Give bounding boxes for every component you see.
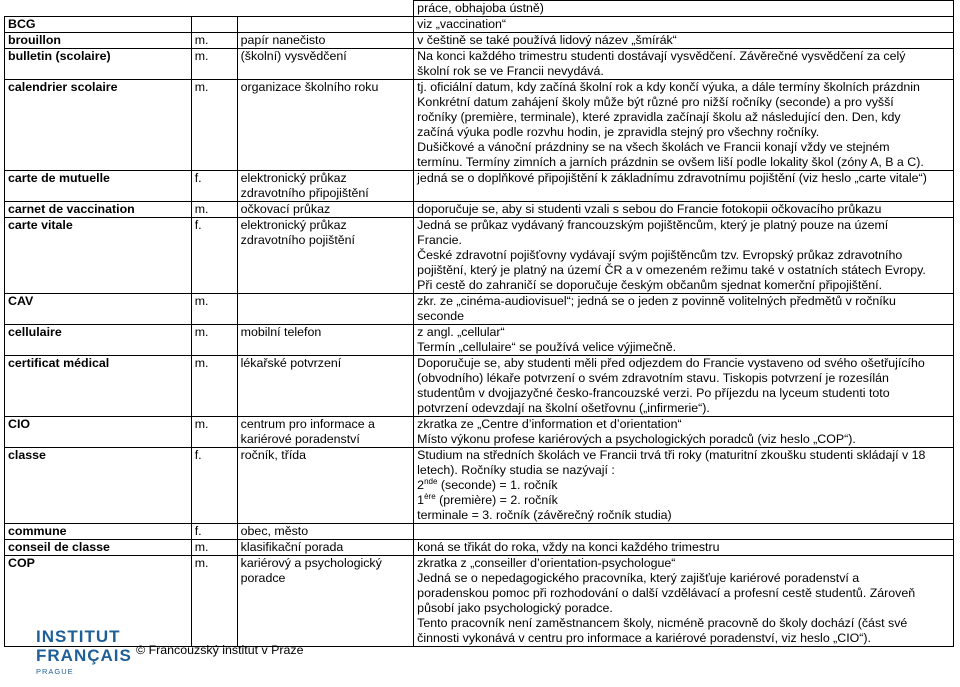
term-cell: BCG bbox=[5, 17, 192, 33]
gender-cell: m. bbox=[191, 49, 237, 80]
ordinal-text: (première) = 2. ročník bbox=[435, 493, 558, 507]
translation-line: (školní) vysvědčení bbox=[240, 49, 347, 63]
description-line: jedná se o doplňkové připojištění k základnímu zdravotnímu pojištění (viz heslo „carte vitale“) bbox=[417, 171, 927, 185]
table-row bbox=[5, 17, 954, 33]
ordinal-number: 2 bbox=[417, 478, 425, 492]
translation-line: organizace školního roku bbox=[240, 80, 379, 94]
description-cell bbox=[414, 524, 954, 540]
table-row bbox=[5, 218, 954, 294]
translation-line: papír nanečisto bbox=[240, 33, 326, 47]
term-cell: calendrier scolaire bbox=[5, 80, 192, 171]
glossary-table bbox=[4, 0, 954, 647]
translation-cell bbox=[237, 524, 414, 540]
description-line: z angl. „cellular“ bbox=[417, 325, 505, 339]
gender-cell: f. bbox=[191, 448, 237, 524]
gender-cell: f. bbox=[191, 218, 237, 294]
description-line: školní rok se ve Francii nevydává. bbox=[417, 64, 604, 78]
translation-cell bbox=[237, 171, 414, 202]
description-line: v češtině se také používá lidový název „šmírák“ bbox=[417, 33, 677, 47]
description-cell bbox=[414, 448, 954, 524]
gender-cell: f. bbox=[191, 171, 237, 202]
translation-line: kariérový a psychologický bbox=[240, 556, 382, 570]
table-row bbox=[5, 33, 954, 49]
description-line: zkratka ze „Centre d’information et d’orientation“ bbox=[417, 417, 682, 431]
ordinal-number: 1 bbox=[417, 493, 425, 507]
translation-line: elektronický průkaz bbox=[240, 171, 347, 185]
description-line: Konkrétní datum zahájení školy může být různé pro nižší ročníky (seconde) a pro vyšší bbox=[417, 95, 894, 109]
description-line: zkr. ze „cinéma-audiovisuel“; jedná se o jeden z povinně volitelných předmětů v ročníku bbox=[417, 294, 896, 308]
table-row bbox=[5, 325, 954, 356]
gender-cell: m. bbox=[191, 556, 237, 647]
description-line: letech). Ročníky studia se nazývají : bbox=[417, 463, 615, 477]
table-row bbox=[5, 540, 954, 556]
description-line: České zdravotní pojišťovny vydávají svým pojištěncům tzv. Evropský průkaz zdravotního bbox=[417, 248, 903, 262]
logo-subtitle: PRAGUE bbox=[36, 667, 74, 676]
translation-cell bbox=[237, 80, 414, 171]
term-cell: bulletin (scolaire) bbox=[5, 49, 192, 80]
description-cell bbox=[414, 17, 954, 33]
translation-cell bbox=[237, 448, 414, 524]
translation-line: kariérové poradenství bbox=[240, 432, 360, 446]
translation-cell bbox=[237, 218, 414, 294]
term-cell bbox=[5, 1, 192, 17]
term-cell: COP bbox=[5, 556, 192, 647]
ordinal-line bbox=[417, 493, 953, 508]
translation-line: lékařské potvrzení bbox=[240, 356, 342, 370]
translation-cell bbox=[237, 294, 414, 325]
gender-cell: m. bbox=[191, 33, 237, 49]
logo-line: FRANÇAIS bbox=[36, 646, 132, 665]
description-line: Francie. bbox=[417, 233, 462, 247]
description-cell bbox=[414, 325, 954, 356]
term-cell: CIO bbox=[5, 417, 192, 448]
description-line: Termín „cellulaire“ se používá velice výjimečně. bbox=[417, 340, 677, 354]
footer bbox=[36, 624, 436, 684]
term-cell: brouillon bbox=[5, 33, 192, 49]
translation-line: klasifikační porada bbox=[240, 540, 344, 554]
translation-cell bbox=[237, 540, 414, 556]
description-cell bbox=[414, 171, 954, 202]
description-cell bbox=[414, 218, 954, 294]
gender-cell: m. bbox=[191, 356, 237, 417]
translation-cell bbox=[237, 33, 414, 49]
translation-cell bbox=[237, 1, 414, 17]
description-line: termínu. Termíny zimních a jarních prázdnin se ovšem liší podle lokality škol (zóny A, B a C). bbox=[417, 155, 924, 169]
translation-line: mobilní telefon bbox=[240, 325, 322, 339]
translation-line: centrum pro informace a bbox=[240, 417, 375, 431]
description-cell bbox=[414, 202, 954, 218]
term-cell: cellulaire bbox=[5, 325, 192, 356]
description-line: potvrzení odevzdají na školní ošetřovnu („infirmerie“). bbox=[417, 401, 710, 415]
institut-francais-logo bbox=[36, 627, 132, 676]
description-cell bbox=[414, 33, 954, 49]
description-line: působí jako psychologický poradce. bbox=[417, 601, 613, 615]
translation-line: zdravotního pojištění bbox=[240, 233, 355, 247]
description-line: Na konci každého trimestru studenti dostávají vysvědčení. Závěrečné vysvědčení za celý bbox=[417, 49, 906, 63]
gender-cell: f. bbox=[191, 524, 237, 540]
description-line: viz „vaccination“ bbox=[417, 17, 506, 31]
table-row bbox=[5, 202, 954, 218]
term-cell: classe bbox=[5, 448, 192, 524]
table-row bbox=[5, 448, 954, 524]
description-line: zkratka z „conseiller d’orientation-psychologue“ bbox=[417, 556, 676, 570]
description-cell bbox=[414, 294, 954, 325]
description-line: ročníky (première, terminale), které zpravidla začínají školu až následující den. Den, kdy bbox=[417, 110, 901, 124]
ordinal-suffix: nde bbox=[424, 476, 438, 486]
table-row bbox=[5, 171, 954, 202]
ordinal-suffix: ère bbox=[424, 491, 436, 501]
description-cell bbox=[414, 417, 954, 448]
copyright-text: © Francouzský institut v Praze bbox=[136, 643, 304, 657]
description-line: tj. oficiální datum, kdy začíná školní rok a kdy končí výuka, a dále termíny školních prázdnin bbox=[417, 80, 920, 94]
translation-line: poradce bbox=[240, 571, 286, 585]
description-line: studentům v dvojjazyčné česko-francouzské verzi. Po příjezdu na lyceum studenti toto bbox=[417, 386, 890, 400]
ordinal-line bbox=[417, 508, 953, 523]
gender-cell bbox=[191, 17, 237, 33]
translation-cell bbox=[237, 17, 414, 33]
description-line: (obvodního) lékaře potvrzení o svém zdravotním stavu. Tiskopis potvrzení je rozesílán bbox=[417, 371, 889, 385]
description-cell bbox=[414, 49, 954, 80]
table-row bbox=[5, 356, 954, 417]
term-cell: CAV bbox=[5, 294, 192, 325]
translation-cell bbox=[237, 325, 414, 356]
table-row bbox=[5, 417, 954, 448]
ordinal-line bbox=[417, 478, 953, 493]
translation-cell bbox=[237, 417, 414, 448]
description-line: práce, obhajoba ústně) bbox=[417, 1, 544, 15]
term-cell: commune bbox=[5, 524, 192, 540]
table-row bbox=[5, 294, 954, 325]
description-cell bbox=[414, 1, 954, 17]
description-cell bbox=[414, 356, 954, 417]
description-line: Při cestě do zahraničí se doporučuje českým občanům sjednat komerční připojištění. bbox=[417, 278, 883, 292]
translation-line: obec, město bbox=[240, 524, 309, 538]
ordinal-text: terminale = 3. ročník (závěrečný ročník studia) bbox=[417, 508, 672, 522]
description-line: doporučuje se, aby si studenti vzali s sebou do Francie fotokopii očkovacího průkazu bbox=[417, 202, 882, 216]
table-row bbox=[5, 49, 954, 80]
description-cell bbox=[414, 80, 954, 171]
description-line: Doporučuje se, aby studenti měli před odjezdem do Francie vystaveno od svého ošetřujícího bbox=[417, 356, 925, 370]
gender-cell: m. bbox=[191, 325, 237, 356]
term-cell: carte de mutuelle bbox=[5, 171, 192, 202]
logo-line: INSTITUT bbox=[36, 627, 121, 646]
translation-cell bbox=[237, 356, 414, 417]
gender-cell bbox=[191, 1, 237, 17]
translation-line: ročník, třída bbox=[240, 448, 307, 462]
description-line: pojištění, který je platný na území ČR a v omezeném režimu také v ostatních státech Evropy. bbox=[417, 263, 926, 277]
description-line: činnosti vykonává v centru pro informace a kariérové poradenství, viz heslo „CIO“). bbox=[417, 631, 871, 645]
translation-line: zdravotního připojištění bbox=[240, 186, 369, 200]
term-cell: carte vitale bbox=[5, 218, 192, 294]
description-line: Místo výkonu profese kariérových a psychologických poradců (viz heslo „COP“). bbox=[417, 432, 856, 446]
description-cell bbox=[414, 556, 954, 647]
gender-cell: m. bbox=[191, 540, 237, 556]
description-line: poradenskou pomoc při rozhodování o další vzdělávací a profesní cestě studentů. Zároveň bbox=[417, 586, 916, 600]
ordinal-text: (seconde) = 1. ročník bbox=[437, 478, 558, 492]
description-line: začíná výuka podle rozvhu hodin, je zpravidla stejný pro všechny ročníky. bbox=[417, 125, 820, 139]
table-row bbox=[5, 80, 954, 171]
table-row bbox=[5, 1, 954, 17]
translation-line: elektronický průkaz bbox=[240, 218, 347, 232]
term-cell: carnet de vaccination bbox=[5, 202, 192, 218]
translation-cell bbox=[237, 202, 414, 218]
description-line: Jedná se o nepedagogického pracovníka, který zajišťuje kariérové poradenství a bbox=[417, 571, 860, 585]
gender-cell: m. bbox=[191, 417, 237, 448]
gender-cell: m. bbox=[191, 80, 237, 171]
description-line: Dušičkové a vánoční prázdniny se na všech školách ve Francii konají vždy ve stejném bbox=[417, 140, 890, 154]
gender-cell: m. bbox=[191, 294, 237, 325]
description-line: Tento pracovník není zaměstnancem školy, nicméně pracovně do školy dochází (část své bbox=[417, 616, 908, 630]
description-line: seconde bbox=[417, 309, 465, 323]
description-line: Jedná se průkaz vydávaný francouzským pojištěncům, který je platný pouze na území bbox=[417, 218, 889, 232]
description-line: Studium na středních školách ve Francii trvá tři roky (maturitní zkoušku studenti skládají v 18 bbox=[417, 448, 926, 462]
gender-cell: m. bbox=[191, 202, 237, 218]
term-cell: certificat médical bbox=[5, 356, 192, 417]
term-cell: conseil de classe bbox=[5, 540, 192, 556]
description-cell bbox=[414, 540, 954, 556]
description-line: koná se třikát do roka, vždy na konci každého trimestru bbox=[417, 540, 720, 554]
table-row bbox=[5, 524, 954, 540]
translation-line: očkovací průkaz bbox=[240, 202, 331, 216]
translation-cell bbox=[237, 49, 414, 80]
